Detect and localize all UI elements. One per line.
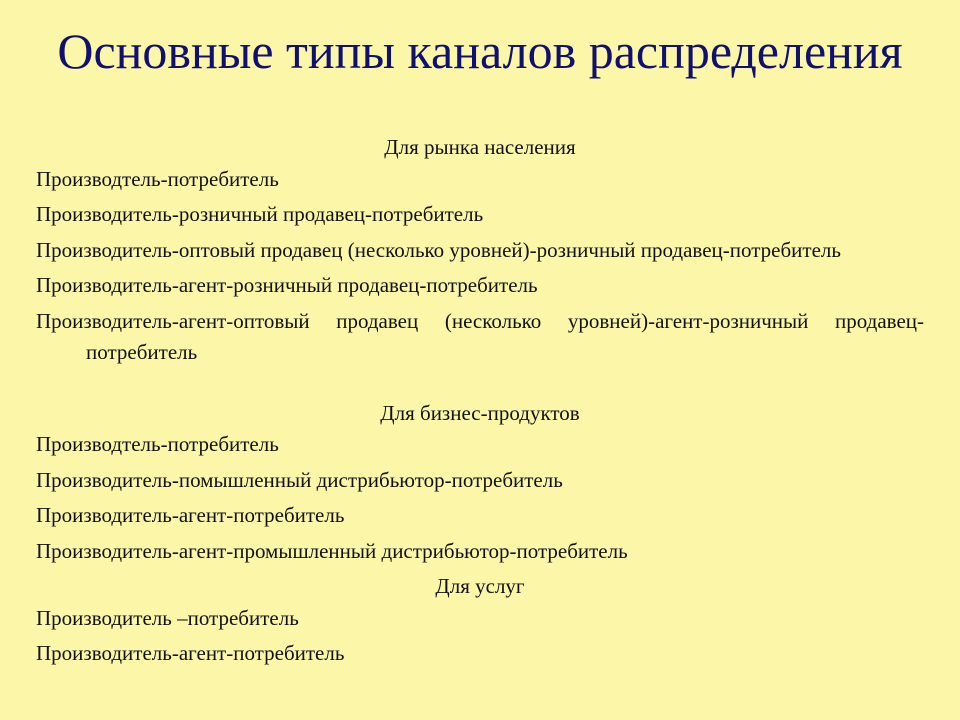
section-heading-services: Для услуг: [435, 574, 525, 598]
consumer-channel-item-4: Производитель-агент-розничный продавец-потребитель: [36, 273, 538, 297]
section-heading-consumer-market: Для рынка населения: [384, 135, 576, 159]
consumer-channel-item-1: Производтель-потребитель: [36, 166, 279, 191]
slide-body: [36, 132, 924, 674]
section-business-products: [36, 398, 924, 568]
slide-title: Основные типы каналов распределения: [57, 23, 903, 79]
services-channel-item-1: Производитель –потребитель: [36, 605, 299, 630]
consumer-channel-item-3: Производитель-оптовый продавец (несколько уровней)-розничный продавец-потребитель: [36, 237, 841, 262]
business-channel-item-3: Производитель-агент-потребитель: [36, 503, 345, 527]
section-services: [36, 571, 924, 670]
business-channel-item-4: Производитель-агент-промышленный дистрибьютор-потребитель: [36, 538, 628, 563]
business-channel-item-1: Производтель-потребитель: [36, 432, 279, 456]
consumer-channel-item-5: Производитель-агент-оптовый продавец (несколько уровней)-агент-розничный продавец-потребитель: [36, 308, 924, 364]
section-consumer-market: [36, 132, 924, 369]
business-channel-item-2: Производитель-помышленный дистрибьютор-потребитель: [36, 467, 563, 492]
consumer-channel-item-2: Производитель-розничный продавец-потребитель: [36, 202, 484, 226]
section-heading-business-products: Для бизнес-продуктов: [380, 400, 580, 425]
services-channel-item-2: Производитель-агент-потребитель: [36, 641, 345, 665]
